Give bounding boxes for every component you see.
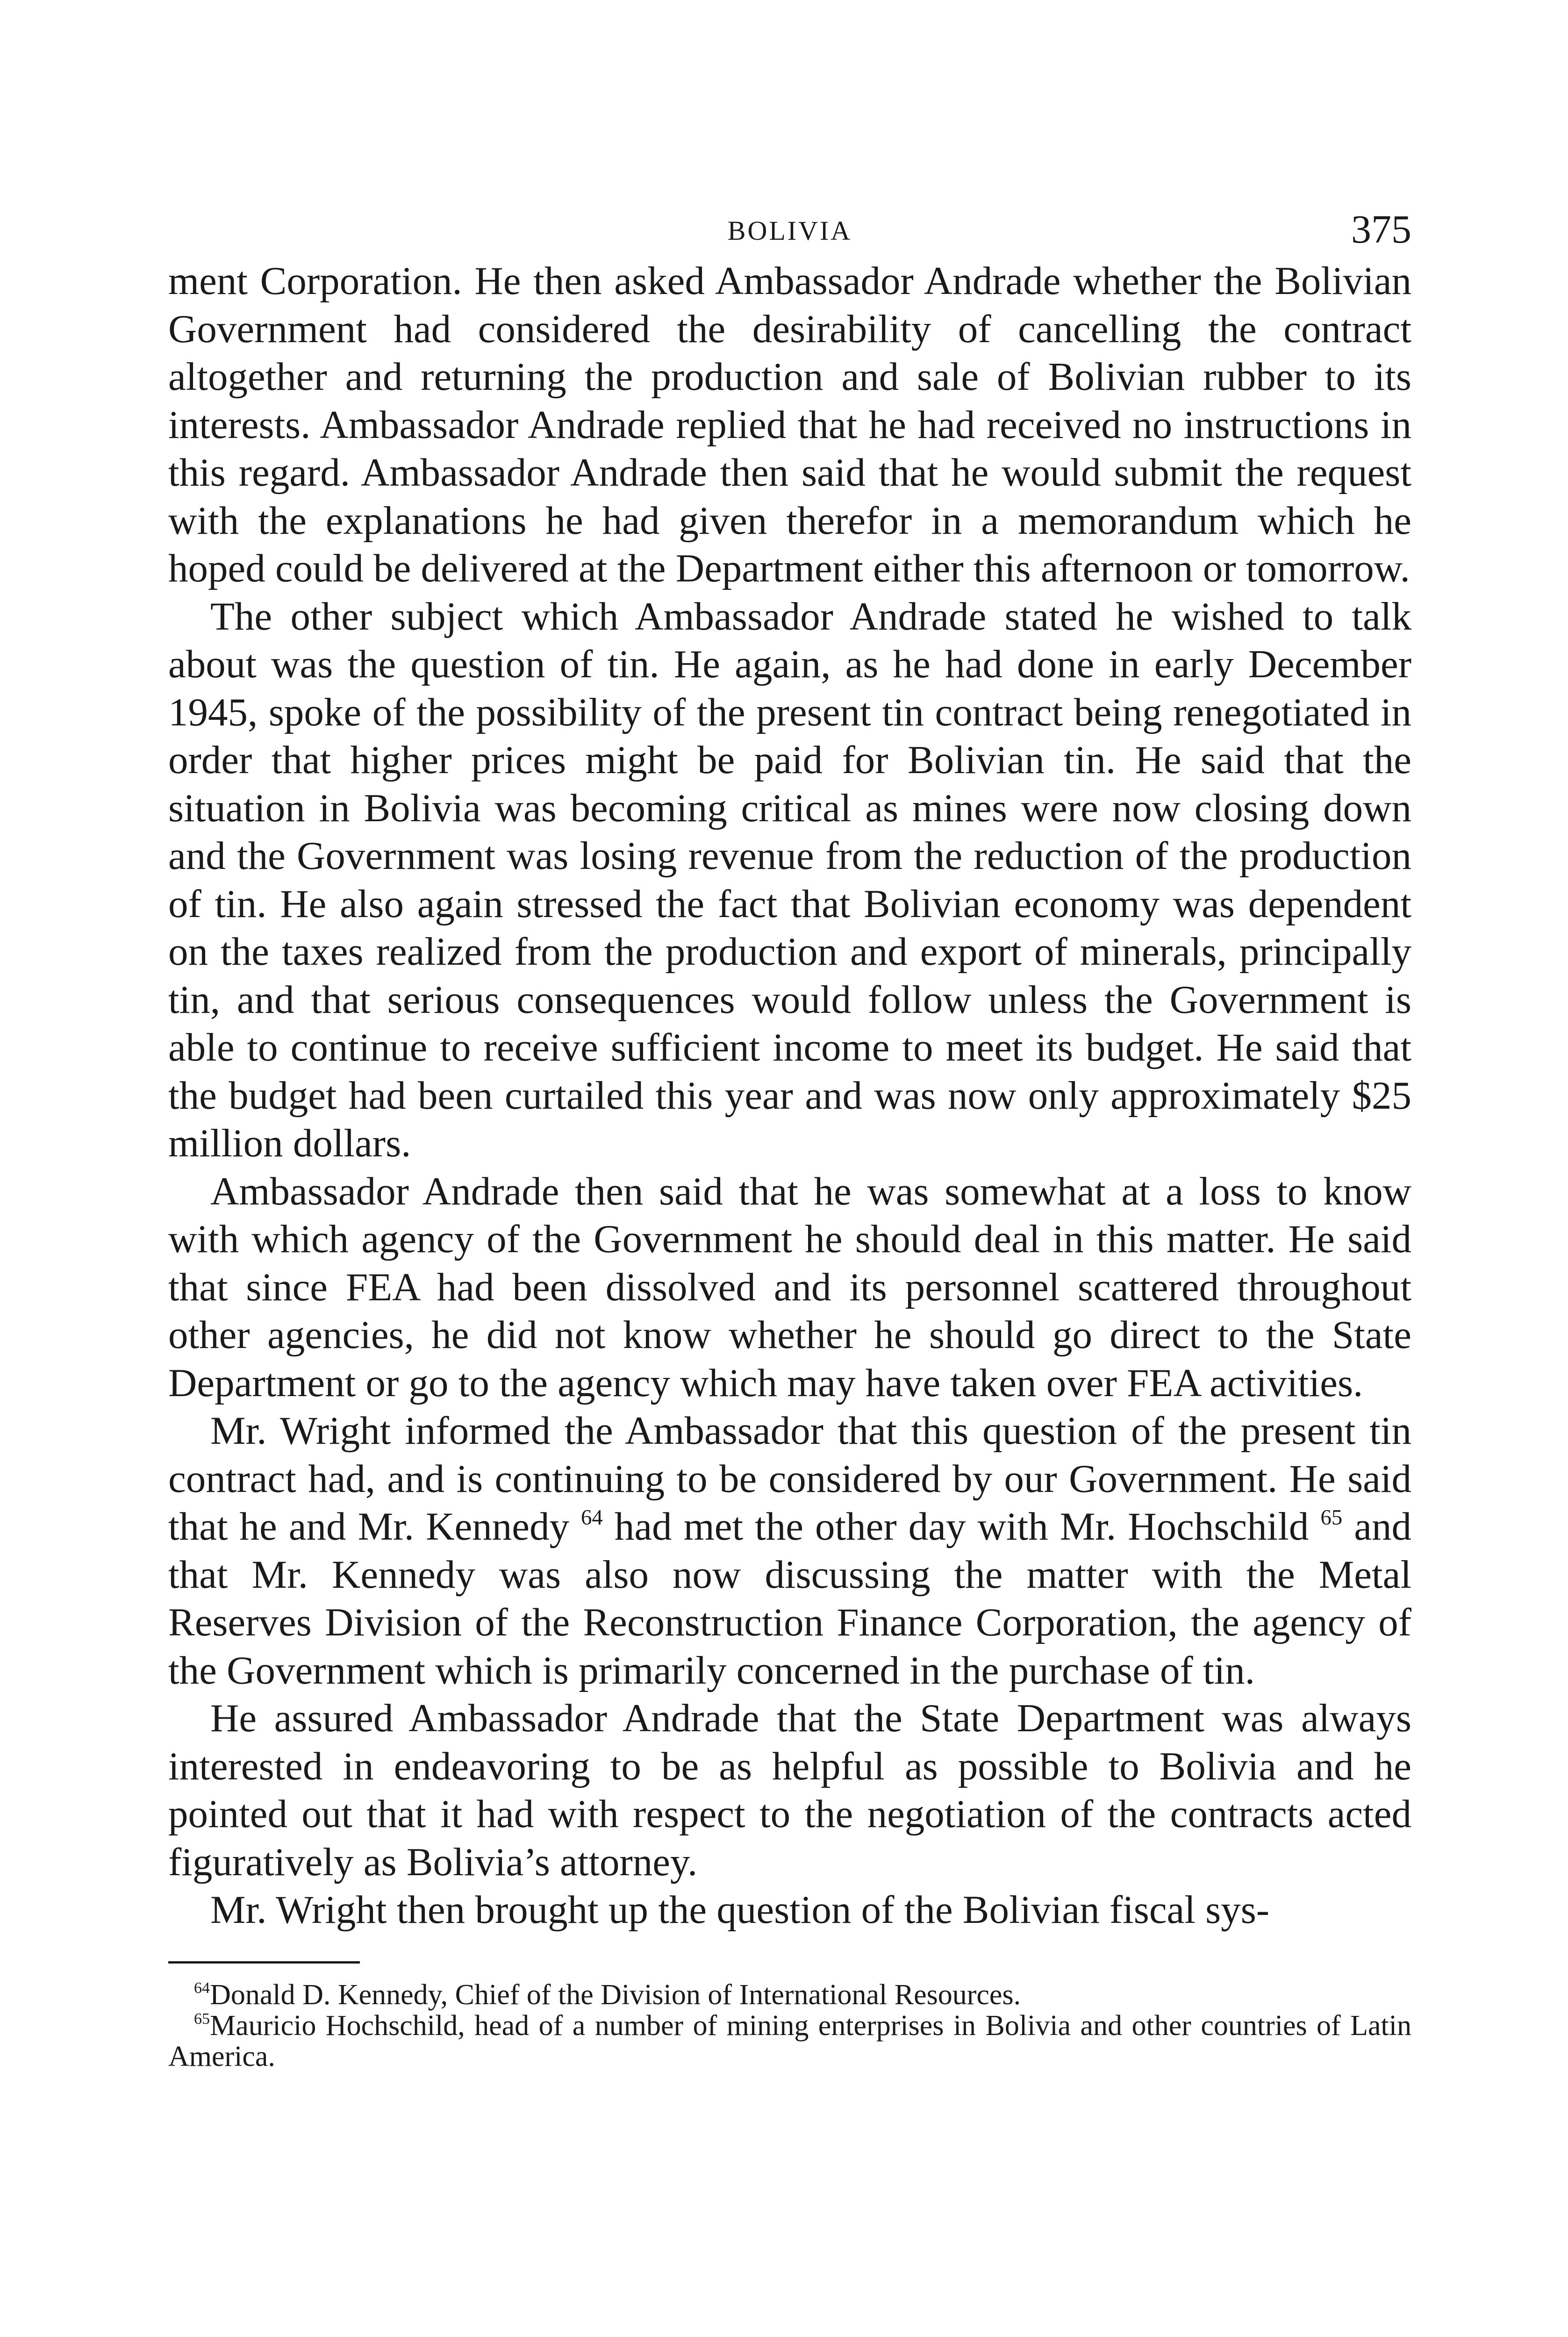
- paragraph-4-text-b: had met the other day with Mr. Hochschild: [614, 1505, 1309, 1548]
- paragraph-1: ment Corporation. He then asked Ambassador Andrade whether the Bolivian Government had considered the desirability of cancelling the contract altogether and returning the production and sale of Bolivian rubber to its interests. Ambassador Andrade replied that he had received no instructions in this regard. Ambassador Andrade then said that he would submit the request with the explanations he had given therefor in a memorandum which he hoped could be delivered at the Department either this afternoon or tomorrow.: [168, 259, 1411, 590]
- footnote-mark-64: 64: [194, 1979, 210, 1997]
- footnote-65: [168, 2010, 1411, 2072]
- footnote-64: [168, 1979, 1411, 2010]
- footnote-text-64: Donald D. Kennedy, Chief of the Division of International Resources.: [210, 1979, 1021, 2011]
- paragraph-4-text-c: and that Mr. Kennedy was also now discussing the matter with the Metal Reserves Division of the Reconstruction Finance Corporation, the agency of the Government which is primarily concerned in the purchase of tin.: [168, 1505, 1411, 1692]
- body-text: [168, 257, 1411, 1934]
- paragraph-4-text-a: Mr. Wright informed the Ambassador that this question of the present tin contract had, and is continuing to be considered by our Government. He said that he and Mr. Kennedy: [168, 1409, 1411, 1548]
- page-number: 375: [1351, 207, 1411, 251]
- footnote-ref-65[interactable]: 65: [1320, 1505, 1343, 1530]
- running-title: BOLIVIA: [727, 215, 852, 246]
- footnote-mark-65: 65: [194, 2010, 210, 2028]
- footnote-ref-64[interactable]: 64: [581, 1505, 603, 1530]
- paragraph-2: The other subject which Ambassador Andrade stated he wished to talk about was the question of tin. He again, as he had done in early December 1945, spoke of the possibility of the present tin contract being renegotiated in order that higher prices might be paid for Bolivian tin. He said that the situation in Bolivia was becoming critical as mines were now closing down and the Government was losing revenue from the reduction of the production of tin. He also again stressed the fact that Bolivian economy was dependent on the taxes realized from the production and export of minerals, principally tin, and that serious consequences would follow unless the Government is able to continue to receive sufficient income to meet its budget. He said that the budget had been curtailed this year and was now only approximately $25 million dollars.: [168, 594, 1411, 1165]
- footnote-divider: [168, 1961, 360, 1964]
- footnote-text-65: Mauricio Hochschild, head of a number of mining enterprises in Bolivia and other countries of Latin America.: [168, 2009, 1411, 2072]
- paragraph-5: He assured Ambassador Andrade that the State Department was always interested in endeavoring to be as helpful as possible to Bolivia and he pointed out that it had with respect to the negotiation of the contracts acted figuratively as Bolivia’s attorney.: [168, 1696, 1411, 1884]
- paragraph-3: Ambassador Andrade then said that he was somewhat at a loss to know with which agency of the Government he should deal in this matter. He said that since FEA had been dissolved and its personnel scattered throughout other agencies, he did not know whether he should go direct to the State Department or go to the agency which may have taken over FEA activities.: [168, 1169, 1411, 1405]
- document-page: [168, 206, 1411, 2072]
- footnotes: [168, 1979, 1411, 2072]
- page-header: [168, 206, 1411, 257]
- paragraph-4: [168, 1407, 1411, 1694]
- paragraph-6: Mr. Wright then brought up the question of the Bolivian fiscal sys-: [210, 1888, 1270, 1932]
